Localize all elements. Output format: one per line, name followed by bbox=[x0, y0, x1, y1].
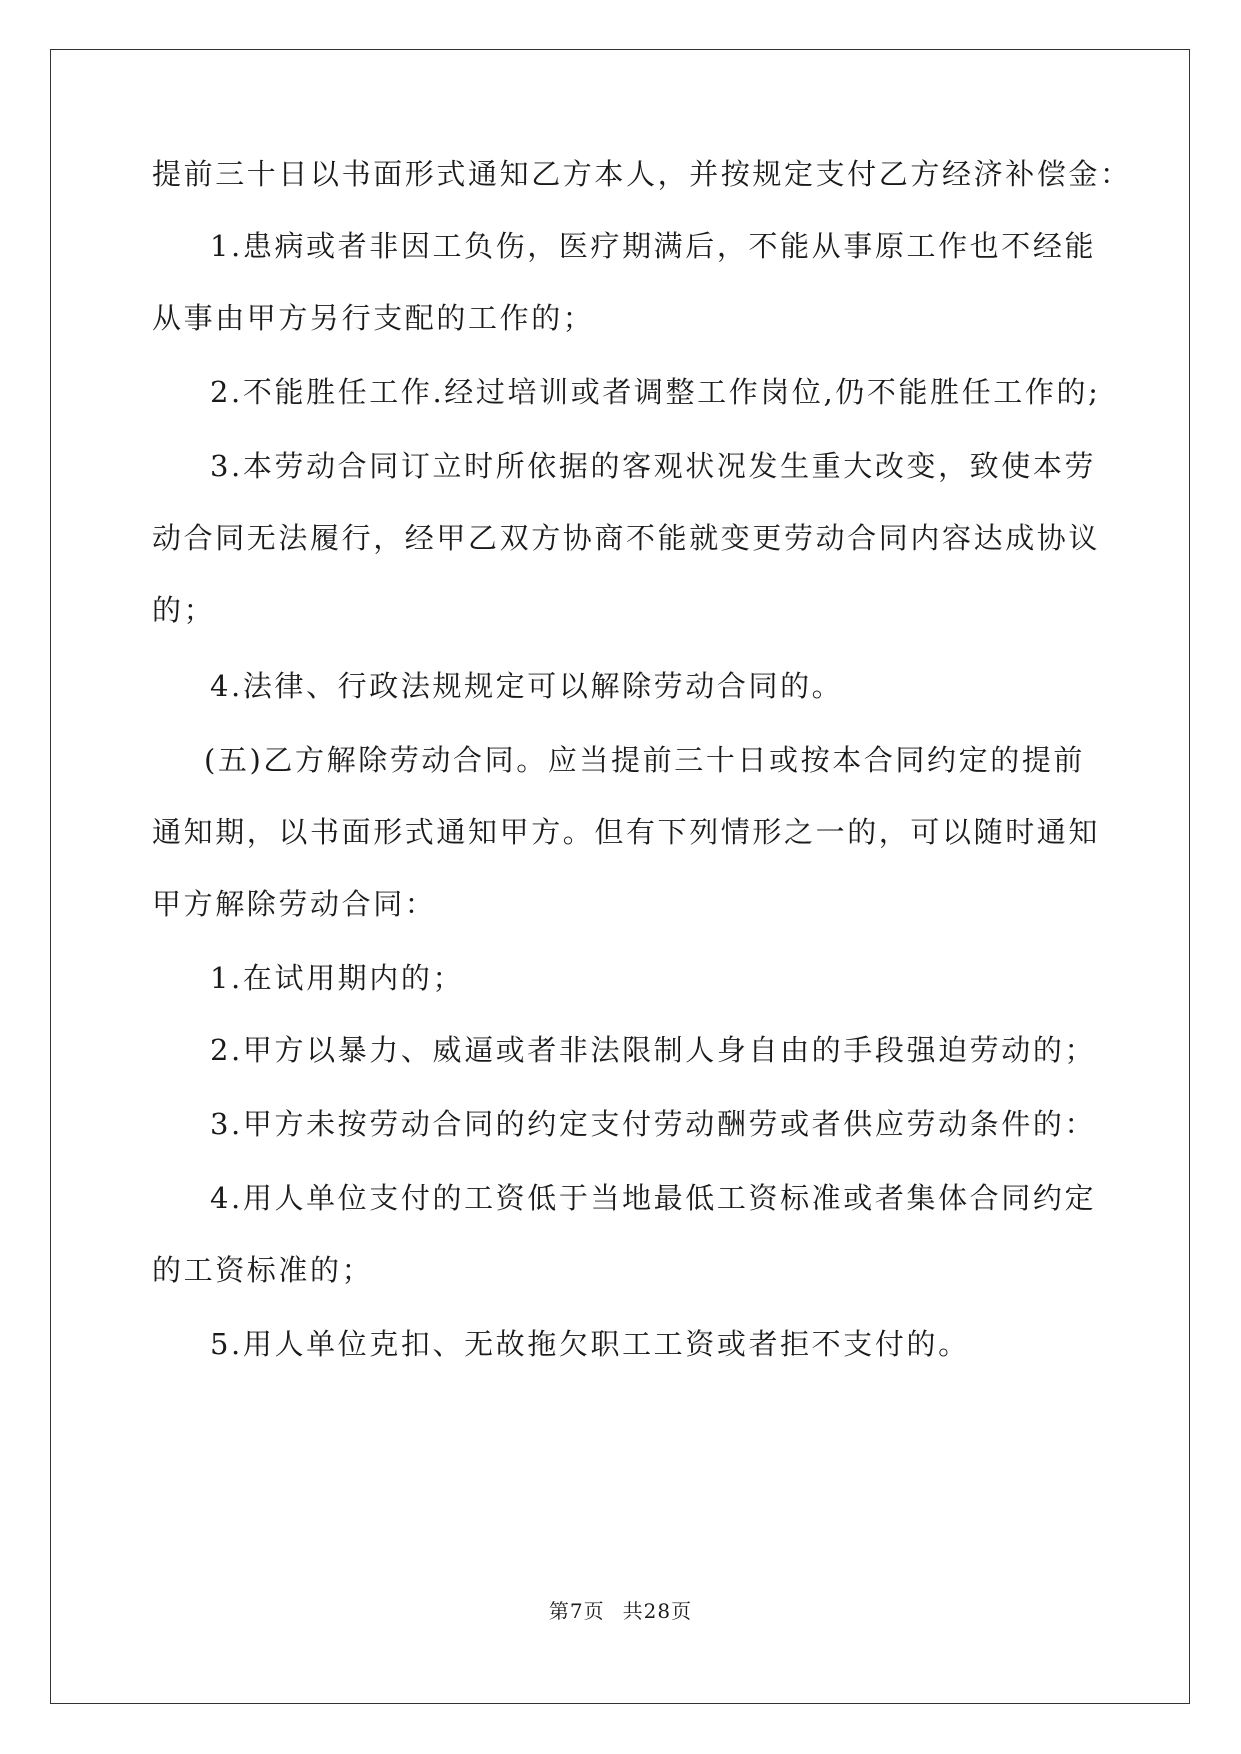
line-16: 的工资标准的； bbox=[152, 1253, 374, 1287]
line-10: 通知期，以书面形式通知甲方。但有下列情形之一的，可以随时通知 bbox=[152, 815, 1101, 849]
page-footer bbox=[0, 1595, 1241, 1624]
line-5: 3.本劳动合同订立时所依据的客观状况发生重大改变，致使本劳 bbox=[210, 449, 1097, 483]
page-number: 第7页 bbox=[548, 1599, 605, 1623]
line-14: 3.甲方未按劳动合同的约定支付劳动酬劳或者供应劳动条件的： bbox=[210, 1107, 1097, 1141]
line-1: 提前三十日以书面形式通知乙方本人，并按规定支付乙方经济补偿金： bbox=[152, 157, 1132, 191]
line-2: 1.患病或者非因工负伤，医疗期满后，不能从事原工作也不经能 bbox=[210, 229, 1097, 263]
line-8: 4.法律、行政法规规定可以解除劳动合同的。 bbox=[210, 669, 844, 703]
line-13: 2.甲方以暴力、威逼或者非法限制人身自由的手段强迫劳动的； bbox=[210, 1033, 1097, 1067]
page-total: 共28页 bbox=[622, 1599, 693, 1623]
line-6: 动合同无法履行，经甲乙双方协商不能就变更劳动合同内容达成协议 bbox=[152, 521, 1101, 555]
line-12: 1.在试用期内的； bbox=[210, 961, 465, 995]
line-3: 从事由甲方另行支配的工作的； bbox=[152, 301, 595, 335]
line-7: 的； bbox=[152, 593, 216, 627]
line-9: (五)乙方解除劳动合同。应当提前三十日或按本合同约定的提前 bbox=[204, 743, 1086, 777]
line-11: 甲方解除劳动合同： bbox=[152, 887, 437, 921]
line-4: 2.不能胜任工作.经过培训或者调整工作岗位,仍不能胜任工作的; bbox=[210, 375, 1101, 409]
line-15: 4.用人单位支付的工资低于当地最低工资标准或者集体合同约定 bbox=[210, 1181, 1097, 1215]
line-17: 5.用人单位克扣、无故拖欠职工工资或者拒不支付的。 bbox=[210, 1327, 970, 1361]
